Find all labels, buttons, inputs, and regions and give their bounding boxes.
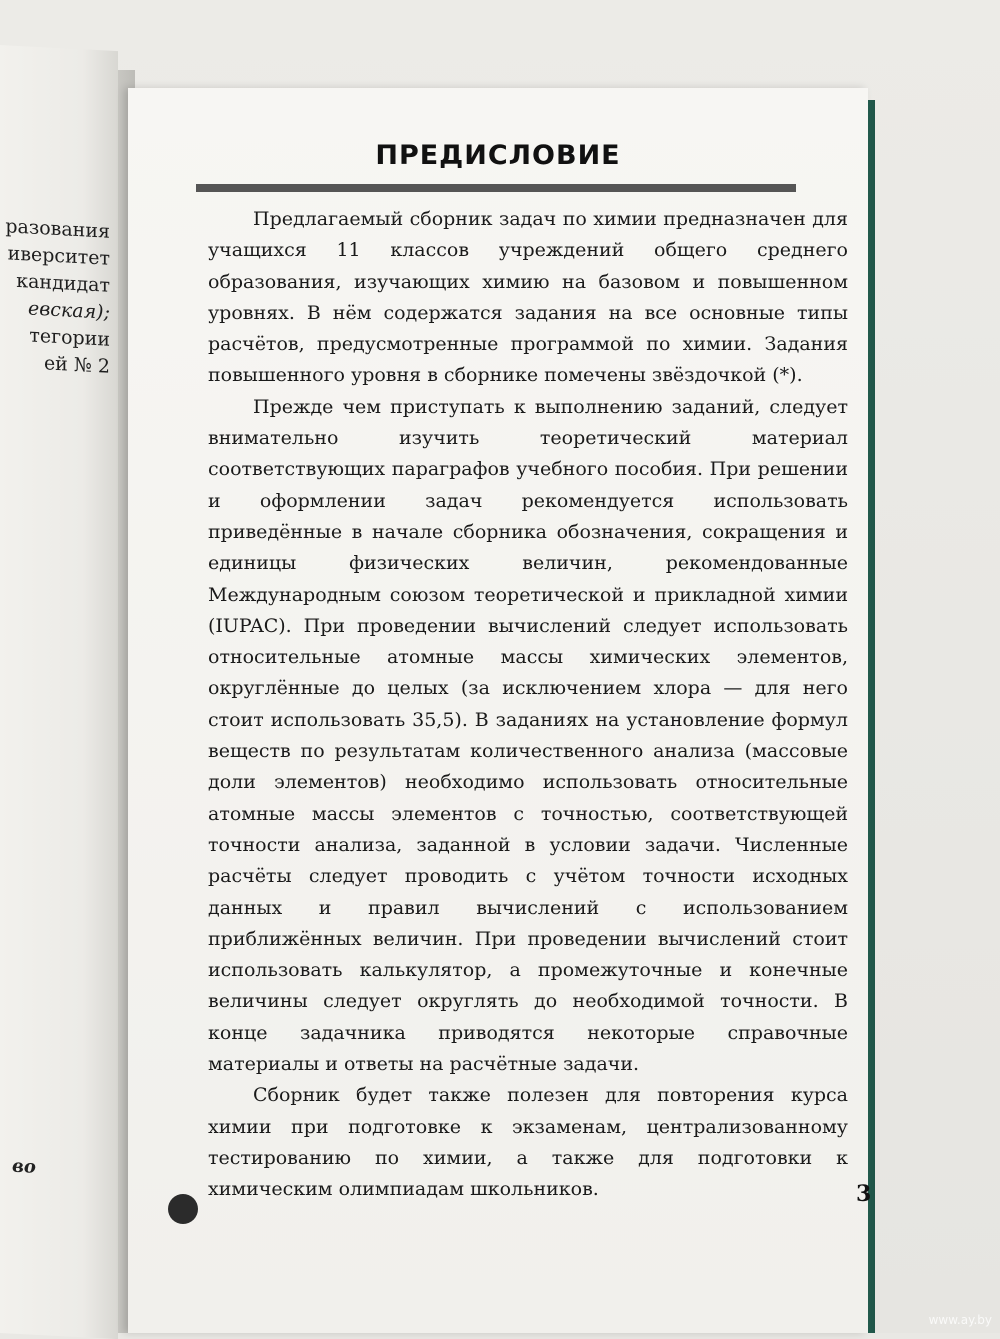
left-page-line: разования [5,215,110,243]
left-page-line: иверситет [7,242,110,270]
binding-hole [168,1194,198,1224]
left-page-line: евская); [27,297,110,324]
title-underline [196,184,796,192]
paragraph: Предлагаемый сборник задач по химии предназначен для учащихся 11 классов учреждений общего среднего образования, изучающих химию на базовом и повышенном уровнях. В нём содержатся задания на все основные типы расчётов, предусмотренные программой по химии. Задания повышенного уровня в сборнике помечены звёздочкой (*). [208,208,848,387]
left-page-line: ей № 2 [43,352,110,378]
left-page-line: тегории [29,324,110,351]
paragraph: Сборник будет также полезен для повторения курса химии при подготовке к экзаменам, централизованному тестированию по химии, а также для подготовки к химическим олимпиадам школьников. [208,1084,848,1201]
preface-text [208,204,848,1206]
book-page [128,88,872,1333]
left-page [0,45,118,1339]
left-page-bottom-text: во [12,1155,36,1178]
page-number: 3 [856,1181,872,1207]
watermark: www.ay.by [928,1313,992,1327]
paragraph: Прежде чем приступать к выполнению заданий, следует внимательно изучить теоретический материал соответствующих параграфов учебного пособия. При решении и оформлении задач рекомендуется использовать приведённые в начале сборника обозначения, сокращения и единицы физических величин, рекомендованные Международным союзом теоретической и прикладной химии (IUPAC). При проведении вычислений следует использовать относительные атомные массы химических элементов, округлённые до целых (за исключением хлора — для него стоит использовать 35,5). В заданиях на установление формул веществ по результатам количественного анализа (массовые доли элементов) необходимо использовать относительные атомные массы элементов с точностью, соответствующей точности анализа, заданной в условии задачи. Численные расчёты следует проводить с учётом точности исходных данных и правил вычислений с использованием приближённых величин. При проведении вычислений стоит использовать калькулятор, а промежуточные и конечные величины следует округлять до необходимой точности. В конце задачника приводятся некоторые справочные материалы и ответы на расчётные задачи. [208,395,848,1076]
left-page-line: кандидат [16,269,110,297]
page-title: ПРЕДИСЛОВИЕ [375,140,621,171]
